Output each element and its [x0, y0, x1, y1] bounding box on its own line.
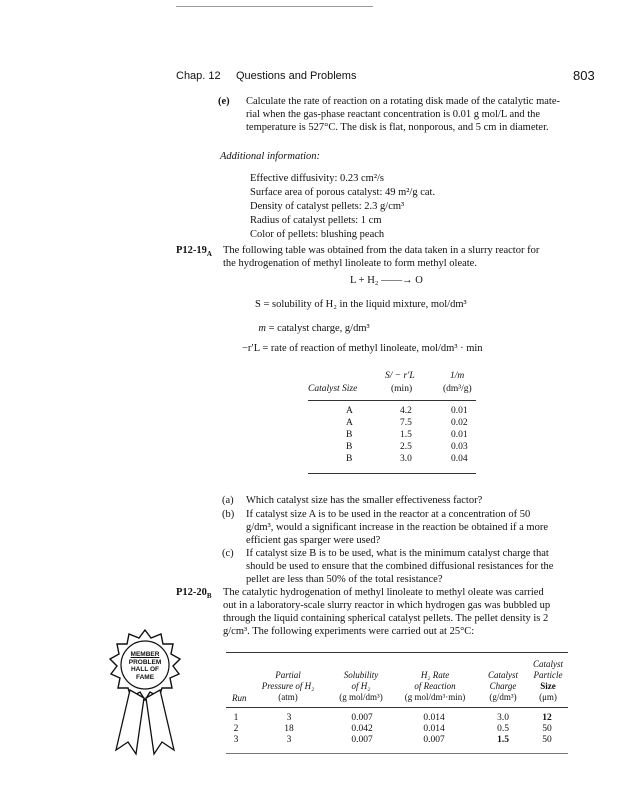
table-cell: B [346, 454, 353, 464]
table-cell: 0.014 [423, 713, 445, 723]
problem-20-number: P12-20 [176, 587, 207, 598]
info-item: Density of catalyst pellets: 2.3 g/cm³ [250, 201, 405, 212]
problem-20-text [223, 586, 583, 638]
table-rule [226, 753, 568, 754]
problem-20-label [176, 586, 212, 603]
definition-text: = solubility of H₂ in the liquid mixture, mol/dm³ [263, 299, 467, 310]
table-rule [308, 473, 476, 474]
part-e-text [246, 95, 576, 134]
part-e-line: rial when the gas-phase reactant concentration is 0.01 g mol/L and the [246, 109, 541, 120]
definition-text: = rate of reaction of methyl linoleate, mol/dm³ · min [262, 343, 483, 354]
table-cell: 0.5 [497, 724, 509, 734]
hall-of-fame-badge [108, 628, 182, 758]
table-header-cell [330, 670, 392, 703]
table-cell: 0.042 [351, 724, 373, 734]
reaction-equation: L + H₂ ——→ O [350, 275, 423, 286]
table-rule [226, 707, 568, 708]
additional-info-list [250, 172, 435, 242]
badge-text [118, 651, 172, 681]
question-line: pellet are less than 50% of the total resistance? [246, 574, 443, 585]
part-e-line: temperature is 527°C. The disk is flat, nonporous, and 5 cm in diameter. [246, 122, 549, 133]
question-line: If catalyst size B is to be used, what is the minimum catalyst charge that [246, 548, 549, 559]
problem-19-text [223, 244, 583, 270]
table-cell: 0.007 [351, 735, 373, 745]
problem-20-line: g/cm³. The following experiments were carried out at 25°C: [223, 626, 475, 637]
problem-20-line: through the liquid containing spherical catalyst pellets. The pellet density is 2 [223, 613, 549, 624]
table-header-cell: Catalyst Size [308, 384, 358, 394]
definition-text: = catalyst charge, g/dm³ [268, 323, 370, 334]
info-item: Effective diffusivity: 0.23 cm²/s [250, 173, 384, 184]
header-line: of Reaction [414, 681, 456, 691]
catalyst-size-table [308, 370, 476, 474]
question-a-text [246, 494, 586, 507]
part-e-label: (e) [218, 96, 230, 107]
table-header-cell: (min) [391, 384, 413, 394]
definition-charge [255, 322, 370, 335]
table-rule [308, 400, 476, 401]
badge-line: FAME [135, 673, 155, 681]
header-line: H₂ Rate [420, 670, 450, 680]
table-cell: 12 [542, 713, 552, 723]
table-header-cell [528, 659, 568, 703]
table-cell: 0.04 [451, 454, 468, 464]
table-header [226, 653, 568, 707]
table-cell: 0.007 [423, 735, 445, 745]
table-cell: 0.02 [451, 418, 468, 428]
header-line: Size [540, 681, 556, 691]
table-body [226, 713, 568, 753]
problem-19-level: A [206, 250, 212, 259]
table-cell: 2 [233, 724, 239, 734]
badge-line: MEMBER [130, 651, 160, 658]
problem-19-number: P12-19 [176, 245, 207, 256]
header-line: of H₂ [351, 681, 371, 691]
section-title: Questions and Problems [236, 70, 357, 82]
header-line: Particle [533, 670, 563, 680]
header-line: Solubility [343, 670, 379, 680]
table-header-cell: 1/m [450, 371, 465, 381]
table-cell: 3 [286, 735, 292, 745]
table-cell: 0.03 [451, 442, 468, 452]
problem-19-label [176, 244, 212, 261]
table-cell: 3.0 [497, 713, 509, 723]
problem-19-line: the hydrogenation of methyl linoleate to form methyl oleate. [223, 258, 477, 269]
problem-20-level: B [206, 592, 212, 601]
page-number: 803 [573, 68, 595, 83]
table-cell: 2.5 [400, 442, 412, 452]
definition-symbol: −r′L [242, 343, 260, 354]
problem-20-line: The catalytic hydrogenation of methyl linoleate to methyl oleate was carried [223, 587, 544, 598]
header-line: (g/dm³) [489, 692, 517, 702]
question-line: If catalyst size A is to be used in the reactor at a concentration of 50 [246, 509, 531, 520]
ribbon-icon [108, 628, 182, 758]
problem-19-line: The following table was obtained from the data taken in a slurry reactor for [223, 245, 540, 256]
definition-symbol: S [255, 299, 261, 310]
header-line: Catalyst [532, 659, 563, 669]
table-header-cell [248, 670, 328, 703]
table-cell: 4.2 [400, 406, 412, 416]
question-line: g/dm³, would a significant increase in the reaction be obtained if a more [246, 522, 549, 533]
table-cell: 50 [542, 724, 552, 734]
question-line: Which catalyst size has the smaller effectiveness factor? [246, 495, 483, 506]
table-cell: 50 [542, 735, 552, 745]
table-header-cell: Run [232, 693, 247, 703]
table-cell: 3.0 [400, 454, 412, 464]
header-line: Pressure of H₂ [261, 681, 315, 691]
question-line: efficient gas sparger were used? [246, 535, 381, 546]
badge-line: PROBLEM [128, 658, 162, 666]
table-cell: 0.01 [451, 430, 468, 440]
table-header-cell [478, 670, 528, 703]
header-line: (μm) [539, 692, 557, 702]
table-cell: 18 [284, 724, 294, 734]
table-cell: 0.01 [451, 406, 468, 416]
header-line: Charge [489, 681, 517, 691]
problem-20-line: out in a laboratory-scale slurry reactor in which hydrogen gas was bubbled up [223, 600, 551, 611]
table-body [308, 405, 476, 473]
info-item: Surface area of porous catalyst: 49 m²/g cat. [250, 187, 436, 198]
info-item: Radius of catalyst pellets: 1 cm [250, 215, 382, 226]
question-line: should be used to ensure that the combined diffusional resistances for the [246, 561, 554, 572]
table-cell: 7.5 [400, 418, 412, 428]
table-cell: B [346, 430, 353, 440]
question-b-text [246, 508, 586, 547]
definition-symbol: m [258, 323, 266, 334]
header-line: Partial [275, 670, 301, 680]
table-cell: B [346, 442, 353, 452]
definition-solubility [255, 298, 467, 311]
header-line: (g mol/dm³·min) [404, 692, 466, 702]
question-c-text [246, 547, 586, 586]
table-cell: 1.5 [400, 430, 412, 440]
table-cell: 3 [233, 735, 239, 745]
table-header-cell [392, 670, 478, 703]
info-item: Color of pellets: blushing peach [250, 229, 385, 240]
top-rule [176, 6, 373, 7]
table-cell: 0.007 [351, 713, 373, 723]
part-e-line: Calculate the rate of reaction on a rotating disk made of the catalytic mate- [246, 96, 560, 107]
table-cell: A [346, 418, 353, 428]
table-header [308, 370, 476, 400]
definition-rate [242, 342, 483, 355]
chapter-label: Chap. 12 [176, 70, 221, 82]
additional-info-heading: Additional information: [220, 151, 321, 162]
header-line: Catalyst [487, 670, 518, 680]
question-a-label: (a) [222, 495, 234, 506]
table-header-cell: S/ − r′L [385, 371, 415, 381]
table-cell: 0.014 [423, 724, 445, 734]
header-line: (g mol/dm³) [339, 692, 383, 702]
header-line: (atm) [278, 692, 298, 702]
question-b-label: (b) [222, 509, 235, 520]
table-cell: A [346, 406, 353, 416]
badge-line: HALL OF [130, 666, 160, 673]
question-c-label: (c) [222, 548, 234, 559]
table-header-cell: (dm³/g) [443, 384, 472, 394]
table-cell: 1.5 [497, 735, 509, 745]
experiment-table [226, 652, 568, 754]
table-cell: 1 [233, 713, 239, 723]
table-cell: 3 [286, 713, 292, 723]
